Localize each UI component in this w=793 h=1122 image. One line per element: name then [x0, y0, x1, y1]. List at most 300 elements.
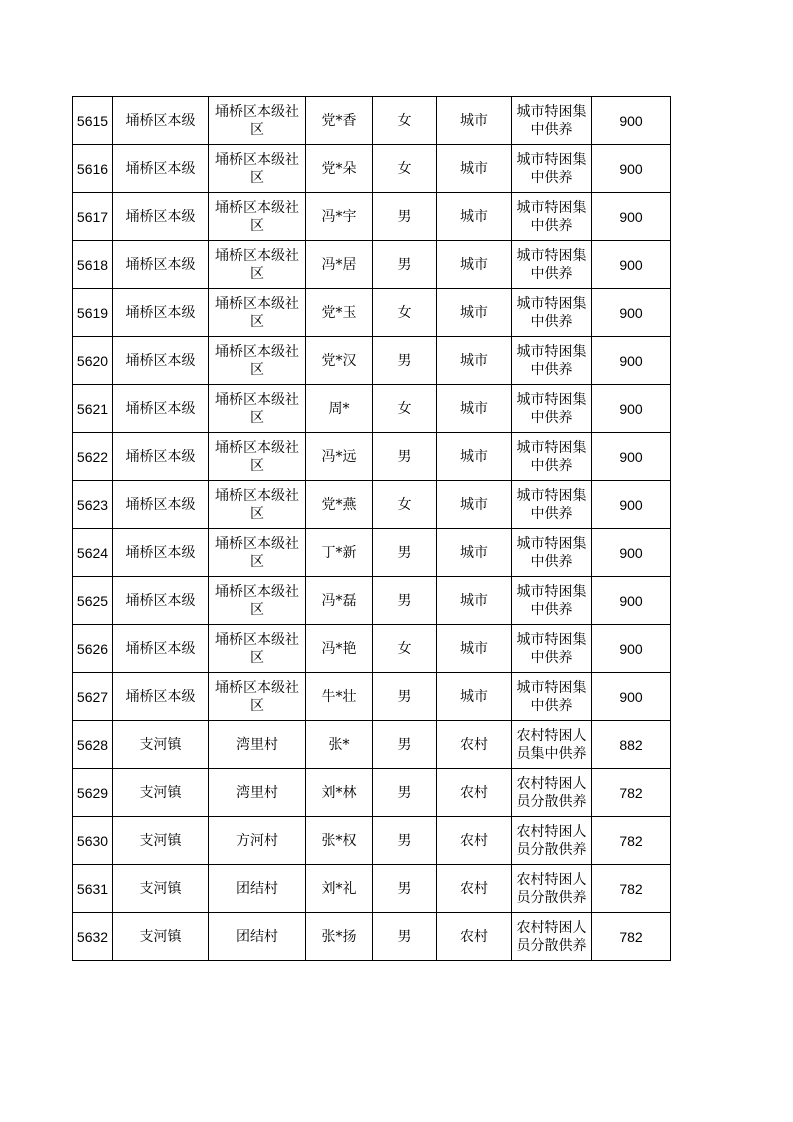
cell-category: [512, 289, 592, 337]
table-row: [73, 145, 671, 193]
cell-gender: [373, 577, 437, 625]
table-row: [73, 241, 671, 289]
cell-amount-text: 782: [619, 928, 643, 945]
cell-amount-text: 782: [619, 784, 643, 801]
cell-village: [209, 193, 306, 241]
cell-gender: [373, 913, 437, 961]
cell-gender: [373, 385, 437, 433]
table-row: [73, 865, 671, 913]
cell-id-text: 5630: [76, 832, 109, 849]
cell-category-text: 城市特困集中供养: [516, 679, 587, 714]
cell-village: [209, 721, 306, 769]
cell-area-text: 城市: [460, 544, 488, 561]
cell-village-text: 埇桥区本级社区: [215, 199, 299, 234]
cell-id-text: 5623: [76, 496, 109, 513]
cell-category-text: 城市特困集中供养: [516, 583, 587, 618]
cell-village: [209, 97, 306, 145]
cell-category-text: 城市特困集中供养: [516, 199, 587, 234]
cell-amount: [592, 721, 671, 769]
cell-town-text: 支河镇: [139, 832, 182, 849]
cell-category-text: 城市特困集中供养: [516, 247, 587, 282]
cell-amount: [592, 577, 671, 625]
cell-amount: [592, 433, 671, 481]
cell-amount: [592, 241, 671, 289]
cell-id-text: 5615: [76, 112, 109, 129]
cell-name: [306, 193, 373, 241]
cell-category: [512, 241, 592, 289]
cell-name: [306, 481, 373, 529]
table-row: [73, 529, 671, 577]
cell-village-text: 方河村: [236, 832, 278, 849]
cell-gender: [373, 673, 437, 721]
table-row: [73, 481, 671, 529]
cell-town: [113, 673, 209, 721]
cell-name-text: 冯*艳: [321, 640, 357, 657]
cell-amount: [592, 817, 671, 865]
cell-area: [437, 433, 512, 481]
cell-category-text: 城市特困集中供养: [516, 151, 587, 186]
cell-gender: [373, 817, 437, 865]
cell-area-text: 农村: [460, 880, 488, 897]
cell-id-text: 5618: [76, 256, 109, 273]
cell-category: [512, 817, 592, 865]
cell-id: [73, 193, 113, 241]
cell-amount: [592, 193, 671, 241]
cell-town: [113, 769, 209, 817]
cell-category-text: 城市特困集中供养: [516, 391, 587, 426]
cell-category-text: 农村特困人员分散供养: [516, 775, 587, 810]
cell-town-text: 埇桥区本级: [125, 304, 196, 321]
cell-category: [512, 145, 592, 193]
cell-village-text: 埇桥区本级社区: [215, 391, 299, 426]
cell-id: [73, 241, 113, 289]
cell-name-text: 丁*新: [321, 544, 357, 561]
cell-gender-text: 男: [397, 592, 412, 609]
cell-town-text: 埇桥区本级: [125, 496, 196, 513]
cell-village: [209, 625, 306, 673]
cell-town-text: 埇桥区本级: [125, 160, 196, 177]
cell-town: [113, 289, 209, 337]
cell-gender-text: 女: [397, 160, 412, 177]
cell-id: [73, 625, 113, 673]
table-row: [73, 673, 671, 721]
cell-id-text: 5621: [76, 400, 109, 417]
cell-id: [73, 289, 113, 337]
cell-town: [113, 913, 209, 961]
cell-town: [113, 97, 209, 145]
cell-id-text: 5627: [76, 688, 109, 705]
cell-category: [512, 337, 592, 385]
cell-village-text: 埇桥区本级社区: [215, 631, 299, 666]
cell-gender-text: 女: [397, 496, 412, 513]
cell-gender-text: 男: [397, 736, 412, 753]
cell-village-text: 团结村: [236, 880, 278, 897]
cell-area: [437, 529, 512, 577]
cell-gender-text: 男: [397, 928, 412, 945]
cell-town-text: 支河镇: [139, 880, 182, 897]
cell-area-text: 城市: [460, 640, 488, 657]
cell-village-text: 埇桥区本级社区: [215, 583, 299, 618]
cell-town: [113, 385, 209, 433]
cell-gender: [373, 241, 437, 289]
cell-id: [73, 721, 113, 769]
cell-area-text: 城市: [460, 256, 488, 273]
cell-name-text: 刘*礼: [321, 880, 357, 897]
cell-amount-text: 782: [619, 832, 643, 849]
cell-area: [437, 865, 512, 913]
cell-gender: [373, 625, 437, 673]
cell-area: [437, 913, 512, 961]
cell-name: [306, 769, 373, 817]
cell-area-text: 城市: [460, 592, 488, 609]
cell-town-text: 支河镇: [139, 928, 182, 945]
cell-category: [512, 625, 592, 673]
cell-amount: [592, 529, 671, 577]
cell-name: [306, 385, 373, 433]
cell-category-text: 城市特困集中供养: [516, 535, 587, 570]
table-row: [73, 97, 671, 145]
cell-id-text: 5626: [76, 640, 109, 657]
cell-gender: [373, 865, 437, 913]
cell-area-text: 农村: [460, 832, 488, 849]
cell-id-text: 5629: [76, 784, 109, 801]
cell-area-text: 城市: [460, 160, 488, 177]
cell-area: [437, 481, 512, 529]
cell-area-text: 城市: [460, 304, 488, 321]
cell-id: [73, 529, 113, 577]
table-row: [73, 385, 671, 433]
cell-id: [73, 769, 113, 817]
cell-amount-text: 900: [619, 256, 643, 273]
cell-name-text: 张*: [328, 736, 350, 753]
cell-town: [113, 577, 209, 625]
cell-area-text: 农村: [460, 784, 488, 801]
table-row: [73, 625, 671, 673]
cell-village: [209, 241, 306, 289]
cell-id-text: 5625: [76, 592, 109, 609]
cell-town-text: 埇桥区本级: [125, 448, 196, 465]
cell-village: [209, 337, 306, 385]
cell-area-text: 城市: [460, 112, 488, 129]
cell-category-text: 农村特困人员分散供养: [516, 919, 587, 954]
cell-name: [306, 865, 373, 913]
cell-name-text: 周*: [328, 400, 350, 417]
cell-village: [209, 817, 306, 865]
cell-gender: [373, 529, 437, 577]
cell-id: [73, 385, 113, 433]
cell-area-text: 城市: [460, 688, 488, 705]
table-row: [73, 721, 671, 769]
cell-town-text: 支河镇: [139, 784, 182, 801]
cell-amount: [592, 289, 671, 337]
cell-name: [306, 817, 373, 865]
cell-village: [209, 433, 306, 481]
cell-category-text: 城市特困集中供养: [516, 343, 587, 378]
cell-village: [209, 529, 306, 577]
cell-area-text: 城市: [460, 208, 488, 225]
cell-amount: [592, 145, 671, 193]
cell-name-text: 党*汉: [321, 352, 357, 369]
cell-category: [512, 577, 592, 625]
cell-village-text: 湾里村: [236, 784, 278, 801]
cell-id-text: 5624: [76, 544, 109, 561]
cell-village-text: 埇桥区本级社区: [215, 151, 299, 186]
cell-name-text: 刘*林: [321, 784, 357, 801]
cell-amount-text: 900: [619, 304, 643, 321]
table-row: [73, 193, 671, 241]
cell-amount-text: 900: [619, 160, 643, 177]
cell-town: [113, 721, 209, 769]
cell-area: [437, 385, 512, 433]
cell-village-text: 湾里村: [236, 736, 278, 753]
cell-area-text: 农村: [460, 736, 488, 753]
cell-category-text: 农村特困人员分散供养: [516, 823, 587, 858]
cell-id: [73, 337, 113, 385]
cell-category-text: 城市特困集中供养: [516, 295, 587, 330]
cell-id: [73, 97, 113, 145]
cell-amount: [592, 673, 671, 721]
cell-gender-text: 男: [397, 544, 412, 561]
cell-town: [113, 625, 209, 673]
cell-gender: [373, 769, 437, 817]
cell-category-text: 城市特困集中供养: [516, 631, 587, 666]
cell-name-text: 党*香: [321, 112, 357, 129]
cell-amount-text: 900: [619, 592, 643, 609]
cell-name-text: 张*权: [321, 832, 357, 849]
cell-name: [306, 721, 373, 769]
cell-area: [437, 625, 512, 673]
cell-amount-text: 900: [619, 688, 643, 705]
cell-category: [512, 97, 592, 145]
cell-town: [113, 241, 209, 289]
cell-name: [306, 97, 373, 145]
cell-area-text: 城市: [460, 400, 488, 417]
cell-village: [209, 673, 306, 721]
cell-village-text: 埇桥区本级社区: [215, 535, 299, 570]
cell-area: [437, 241, 512, 289]
cell-category-text: 城市特困集中供养: [516, 103, 587, 138]
cell-town: [113, 145, 209, 193]
cell-village: [209, 481, 306, 529]
cell-area: [437, 769, 512, 817]
cell-name-text: 党*朵: [321, 160, 357, 177]
cell-amount-text: 900: [619, 112, 643, 129]
cell-village-text: 埇桥区本级社区: [215, 679, 299, 714]
cell-amount: [592, 625, 671, 673]
cell-id-text: 5617: [76, 208, 109, 225]
cell-name: [306, 577, 373, 625]
cell-amount-text: 900: [619, 448, 643, 465]
cell-id-text: 5622: [76, 448, 109, 465]
cell-id: [73, 433, 113, 481]
cell-id: [73, 865, 113, 913]
cell-amount: [592, 865, 671, 913]
cell-amount: [592, 913, 671, 961]
cell-area-text: 城市: [460, 448, 488, 465]
cell-amount-text: 882: [619, 736, 643, 753]
table-row: [73, 433, 671, 481]
cell-town: [113, 529, 209, 577]
cell-gender-text: 女: [397, 304, 412, 321]
cell-village: [209, 769, 306, 817]
cell-amount-text: 900: [619, 208, 643, 225]
cell-name-text: 党*玉: [321, 304, 357, 321]
cell-town-text: 支河镇: [139, 736, 182, 753]
cell-amount: [592, 385, 671, 433]
cell-category-text: 城市特困集中供养: [516, 487, 587, 522]
cell-village-text: 埇桥区本级社区: [215, 439, 299, 474]
cell-area: [437, 577, 512, 625]
cell-name: [306, 433, 373, 481]
cell-category: [512, 385, 592, 433]
cell-name: [306, 337, 373, 385]
table-row: [73, 289, 671, 337]
cell-town-text: 埇桥区本级: [125, 592, 196, 609]
cell-gender-text: 女: [397, 112, 412, 129]
cell-village-text: 埇桥区本级社区: [215, 343, 299, 378]
cell-gender-text: 男: [397, 832, 412, 849]
cell-amount-text: 782: [619, 880, 643, 897]
cell-area-text: 城市: [460, 352, 488, 369]
cell-town-text: 埇桥区本级: [125, 544, 196, 561]
cell-id: [73, 673, 113, 721]
cell-gender: [373, 337, 437, 385]
cell-gender-text: 男: [397, 448, 412, 465]
cell-town-text: 埇桥区本级: [125, 352, 196, 369]
cell-name: [306, 673, 373, 721]
cell-id: [73, 481, 113, 529]
table-row: [73, 769, 671, 817]
cell-town-text: 埇桥区本级: [125, 112, 196, 129]
cell-gender-text: 男: [397, 784, 412, 801]
cell-area: [437, 289, 512, 337]
cell-area: [437, 721, 512, 769]
cell-gender-text: 男: [397, 688, 412, 705]
cell-town: [113, 865, 209, 913]
cell-gender-text: 女: [397, 400, 412, 417]
cell-category: [512, 913, 592, 961]
cell-id: [73, 913, 113, 961]
cell-gender-text: 男: [397, 880, 412, 897]
cell-village-text: 埇桥区本级社区: [215, 295, 299, 330]
cell-village-text: 埇桥区本级社区: [215, 103, 299, 138]
cell-id-text: 5619: [76, 304, 109, 321]
cell-town: [113, 481, 209, 529]
cell-town-text: 埇桥区本级: [125, 640, 196, 657]
cell-area: [437, 817, 512, 865]
cell-town: [113, 817, 209, 865]
cell-name-text: 冯*居: [321, 256, 357, 273]
cell-area: [437, 193, 512, 241]
cell-gender-text: 男: [397, 208, 412, 225]
cell-town-text: 埇桥区本级: [125, 256, 196, 273]
cell-id: [73, 577, 113, 625]
cell-category: [512, 865, 592, 913]
table-row: [73, 913, 671, 961]
cell-area: [437, 673, 512, 721]
cell-category: [512, 481, 592, 529]
cell-category: [512, 433, 592, 481]
cell-name-text: 冯*宇: [321, 208, 357, 225]
cell-town-text: 埇桥区本级: [125, 400, 196, 417]
cell-name: [306, 289, 373, 337]
cell-id-text: 5620: [76, 352, 109, 369]
cell-amount-text: 900: [619, 400, 643, 417]
cell-category: [512, 673, 592, 721]
cell-area-text: 城市: [460, 496, 488, 513]
cell-village: [209, 145, 306, 193]
cell-village: [209, 865, 306, 913]
cell-id: [73, 145, 113, 193]
cell-category-text: 农村特困人员分散供养: [516, 871, 587, 906]
cell-gender: [373, 721, 437, 769]
table-row: [73, 577, 671, 625]
cell-category: [512, 769, 592, 817]
cell-name: [306, 625, 373, 673]
cell-amount-text: 900: [619, 640, 643, 657]
cell-area: [437, 337, 512, 385]
cell-town-text: 埇桥区本级: [125, 688, 196, 705]
cell-category: [512, 193, 592, 241]
cell-name: [306, 913, 373, 961]
cell-name-text: 张*扬: [321, 928, 357, 945]
cell-village-text: 埇桥区本级社区: [215, 247, 299, 282]
cell-town-text: 埇桥区本级: [125, 208, 196, 225]
cell-amount-text: 900: [619, 544, 643, 561]
roster-table: [72, 96, 671, 961]
cell-gender-text: 男: [397, 352, 412, 369]
cell-town: [113, 433, 209, 481]
cell-town: [113, 193, 209, 241]
cell-village-text: 埇桥区本级社区: [215, 487, 299, 522]
table-row: [73, 817, 671, 865]
cell-name-text: 冯*磊: [321, 592, 357, 609]
cell-name-text: 冯*远: [321, 448, 357, 465]
cell-amount: [592, 481, 671, 529]
cell-name-text: 牛*壮: [321, 688, 357, 705]
cell-name: [306, 529, 373, 577]
cell-category-text: 农村特困人员集中供养: [516, 727, 587, 762]
cell-gender: [373, 481, 437, 529]
cell-id-text: 5631: [76, 880, 109, 897]
cell-town: [113, 337, 209, 385]
cell-gender: [373, 289, 437, 337]
cell-village-text: 团结村: [236, 928, 278, 945]
cell-gender: [373, 97, 437, 145]
cell-category: [512, 721, 592, 769]
cell-gender: [373, 145, 437, 193]
cell-gender-text: 女: [397, 640, 412, 657]
cell-id: [73, 817, 113, 865]
cell-village: [209, 289, 306, 337]
table-row: [73, 337, 671, 385]
cell-name: [306, 241, 373, 289]
cell-area: [437, 145, 512, 193]
cell-village: [209, 913, 306, 961]
roster-body: [73, 97, 671, 961]
cell-amount: [592, 769, 671, 817]
cell-village: [209, 577, 306, 625]
cell-area-text: 农村: [460, 928, 488, 945]
cell-gender: [373, 193, 437, 241]
cell-amount-text: 900: [619, 496, 643, 513]
cell-amount: [592, 97, 671, 145]
cell-amount-text: 900: [619, 352, 643, 369]
cell-amount: [592, 337, 671, 385]
cell-category-text: 城市特困集中供养: [516, 439, 587, 474]
cell-category: [512, 529, 592, 577]
cell-id-text: 5632: [76, 928, 109, 945]
